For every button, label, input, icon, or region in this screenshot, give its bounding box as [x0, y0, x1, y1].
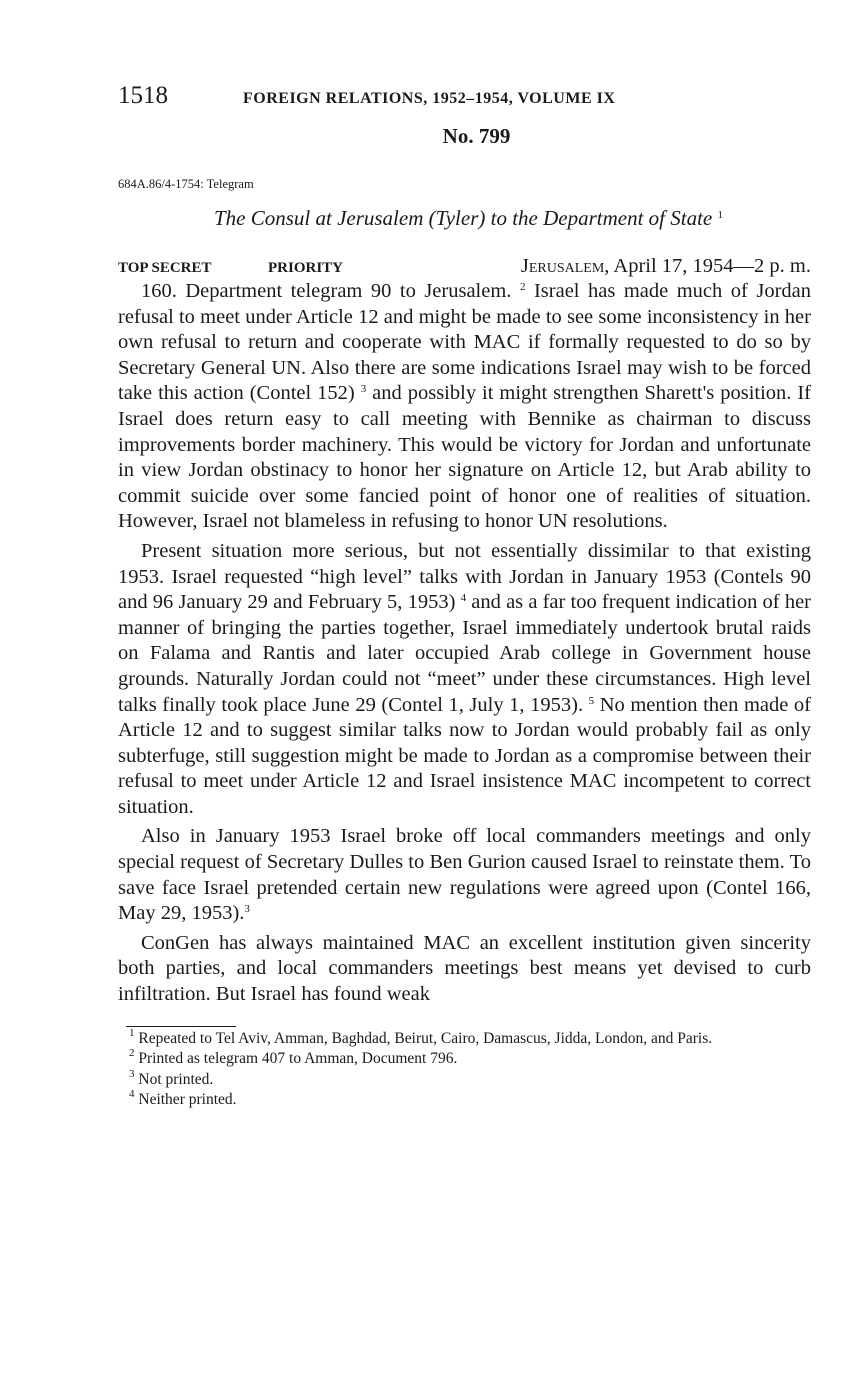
footnote-marker: 3 [129, 1067, 135, 1080]
document-page [118, 82, 811, 1111]
paragraph [118, 931, 811, 1008]
volume-title: FOREIGN RELATIONS, 1952–1954, VOLUME IX [243, 90, 616, 107]
footnote-divider [126, 1026, 236, 1027]
text-run: Also in January 1953 Israel broke off local commanders meetings and only special request of Secretary Dulles to Ben Gurion caused Israel to reinstate them. To save face Israel pretended certain new regulations were agreed upon (Contel 166, May 29, 1953). [118, 825, 811, 925]
footnote-ref: 2 [519, 281, 526, 293]
footnote-marker: 1 [129, 1026, 135, 1039]
footnote-text: Neither printed. [138, 1091, 237, 1109]
footnote-ref: 4 [460, 592, 467, 605]
footnote [118, 1090, 811, 1111]
dateline [448, 255, 811, 278]
footnote-text: Not printed. [138, 1070, 214, 1088]
footnote-ref: 5 [588, 694, 595, 707]
footnote-ref: 3 [244, 903, 250, 916]
dateline-place: Jerusalem [520, 255, 605, 277]
paragraph [118, 824, 811, 926]
footnote-text: Printed as telegram 407 to Amman, Document 796. [138, 1050, 458, 1068]
text-run: and as a far too frequent indication of her manner of bringing the parties together, Israel immediately undertook brutal raids on Falama and Rantis and later occupied Arab college in Government house grounds. Naturally Jordan could not “meet” under these circumstances. High level talks finally took place June 29 (Contel 1, July 1, 1953). [118, 591, 811, 716]
document-title-text: The Consul at Jerusalem (Tyler) to the Department of State [213, 206, 713, 230]
running-head [118, 82, 811, 116]
precedence: PRIORITY [268, 260, 344, 276]
telegram-body [118, 279, 811, 1008]
page-number: 1518 [118, 82, 168, 109]
paragraph [118, 539, 811, 821]
footnote-marker: 2 [129, 1047, 135, 1060]
dateline-date: , April 17, 1954—2 p. m. [604, 255, 811, 277]
footnote-marker: 4 [129, 1088, 135, 1101]
footnote-text: Repeated to Tel Aviv, Amman, Baghdad, Beirut, Cairo, Damascus, Jidda, London, and Paris. [138, 1029, 713, 1047]
text-run: Present situation more serious, but not essentially dissimilar to that existing 1953. Israel requested “high level” talks with Jordan in January 1953 (Contels 90 and 96 January 29 and February 5, 1953) [118, 539, 811, 614]
footnote [118, 1067, 811, 1091]
footnote [118, 1026, 811, 1050]
text-run: 160. Department telegram 90 to Jerusalem. [141, 280, 512, 302]
file-reference: 684A.86/4-1754: Telegram [118, 177, 254, 191]
telegram-header [118, 255, 811, 278]
classification: TOP SECRET [118, 260, 212, 276]
text-run: Israel has made much of Jordan refusal to meet under Article 12 and might be made to see some inconsistency in her own refusal to return and cooperate with MAC if formally requested to do so by Secretary General UN. Also there are some indications Israel may wish to be forced take this action (Contel 152) [118, 280, 812, 405]
document-number: No. 799 [442, 124, 511, 148]
footnotes [118, 1026, 811, 1111]
footnote-ref: 3 [360, 383, 367, 396]
footnote [118, 1049, 811, 1070]
document-title [118, 206, 811, 231]
text-run: No mention then made of Article 12 and to suggest similar talks now to Jordan would probably fail as only subterfuge, still suggestion might be made to Jordan as a compromise between their refusal to meet under Article 12 and Israel insistence MAC incompetent to correct situation. [118, 693, 811, 818]
text-run: and possibly it might strengthen Sharett's position. If Israel does return easy to call meeting with Bennike as chairman to discuss improvements border machinery. This would be victory for Jordan and unfortunate in view Jordan obstinacy to honor her signature on Article 12, but Arab ability to commit suicide over some fancied point of honor one of realities of situation. However, Israel not blameless in refusing to honor UN resolutions. [118, 382, 812, 533]
text-run: ConGen has always maintained MAC an excellent institution given sincerity both parties, and local commanders meetings best means yet devised to curb infiltration. But Israel has found weak [118, 931, 811, 1006]
footnote-ref: 1 [717, 209, 724, 221]
paragraph [118, 279, 811, 535]
